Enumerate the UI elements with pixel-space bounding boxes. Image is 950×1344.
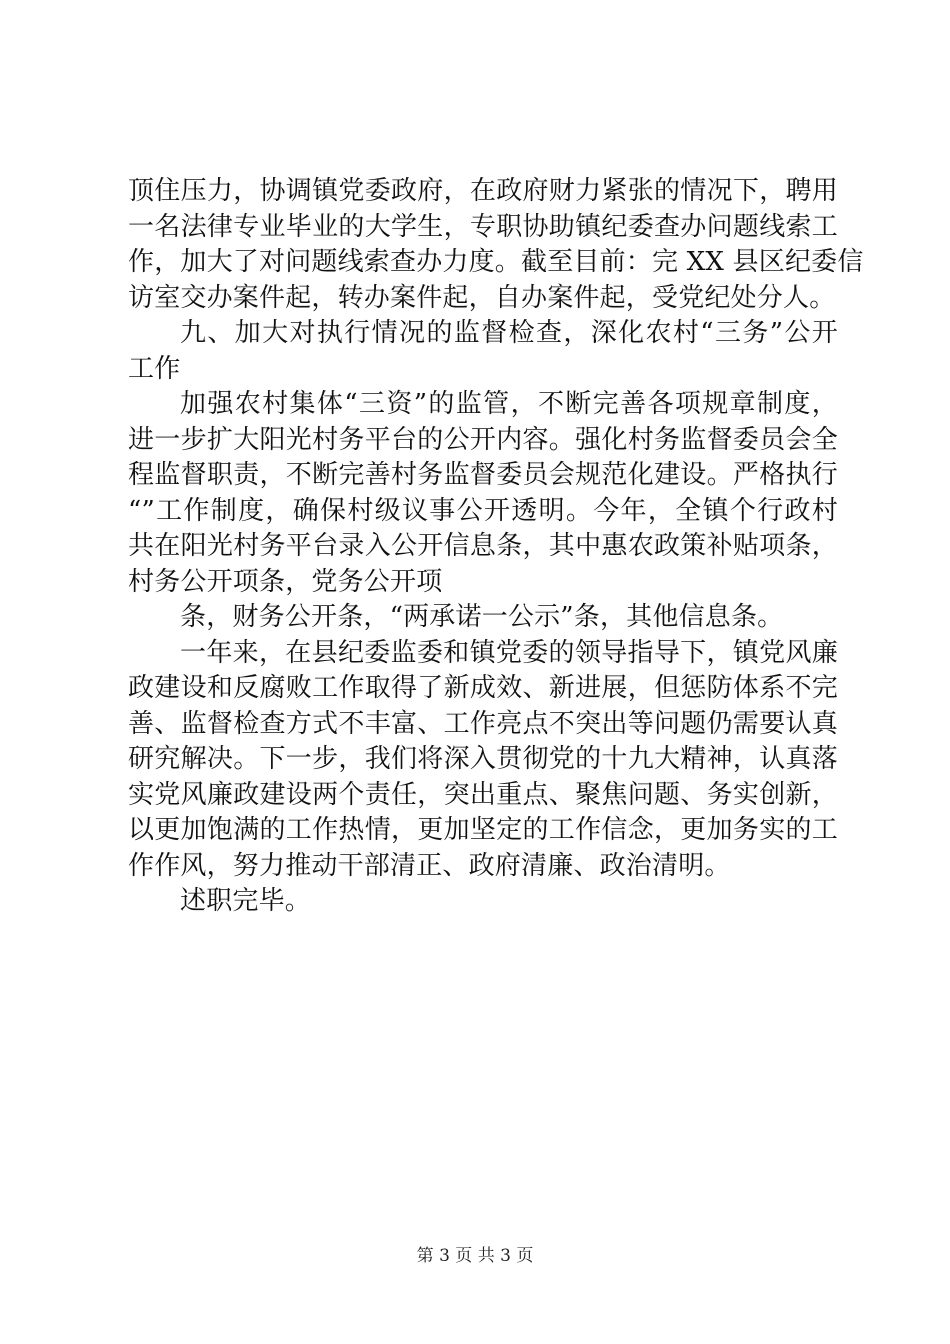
text-line: 实党风廉政建设两个责任，突出重点、聚焦问题、务实创新， bbox=[128, 779, 838, 810]
text-line: 村务公开项条，党务公开项 bbox=[128, 566, 443, 597]
text-line: 作，加大了对问题线索查办力度。截至目前：完 XX 县区纪委信 bbox=[128, 247, 864, 277]
text-line: 条，财务公开条，“两承诺一公示”条，其他信息条。 bbox=[180, 602, 784, 632]
text-line: 工作 bbox=[128, 353, 181, 384]
text-line: 一年来，在县纪委监委和镇党委的领导指导下，镇党风廉 bbox=[180, 637, 838, 668]
text-line: “”工作制度，确保村级议事公开透明。今年，全镇个行政村 bbox=[128, 495, 838, 526]
text-line: 访室交办案件起，转办案件起，自办案件起，受党纪处分人。 bbox=[128, 282, 836, 313]
text-line: 一名法律专业毕业的大学生，专职协助镇纪委查办问题线索工 bbox=[128, 211, 838, 242]
text-line: 顶住压力，协调镇党委政府，在政府财力紧张的情况下，聘用 bbox=[128, 176, 838, 206]
document-body bbox=[128, 174, 864, 920]
text-line: 程监督职责，不断完善村务监督委员会规范化建设。严格执行 bbox=[128, 460, 838, 490]
text-line: 善、监督检查方式不丰富、工作亮点不突出等问题仍需要认真 bbox=[128, 708, 838, 739]
text-line: 进一步扩大阳光村务平台的公开内容。强化村务监督委员会全 bbox=[128, 424, 838, 455]
text-line: 以更加饱满的工作热情，更加坚定的工作信念，更加务实的工 bbox=[128, 815, 838, 845]
page-footer: 第 3 页 共 3 页 bbox=[416, 1246, 534, 1266]
text-line: 共在阳光村务平台录入公开信息条，其中惠农政策补贴项条， bbox=[128, 531, 838, 561]
text-line: 加强农村集体“三资”的监管，不断完善各项规章制度， bbox=[180, 389, 838, 419]
text-line: 述职完毕。 bbox=[180, 886, 312, 916]
text-line: 作作风，努力推动干部清正、政府清廉、政治清明。 bbox=[128, 850, 731, 881]
text-line: 研究解决。下一步，我们将深入贯彻党的十九大精神，认真落 bbox=[128, 744, 838, 774]
text-line: 政建设和反腐败工作取得了新成效、新进展，但惩防体系不完 bbox=[128, 673, 838, 703]
text-line: 九、加大对执行情况的监督检查，深化农村“三务”公开 bbox=[180, 318, 838, 348]
